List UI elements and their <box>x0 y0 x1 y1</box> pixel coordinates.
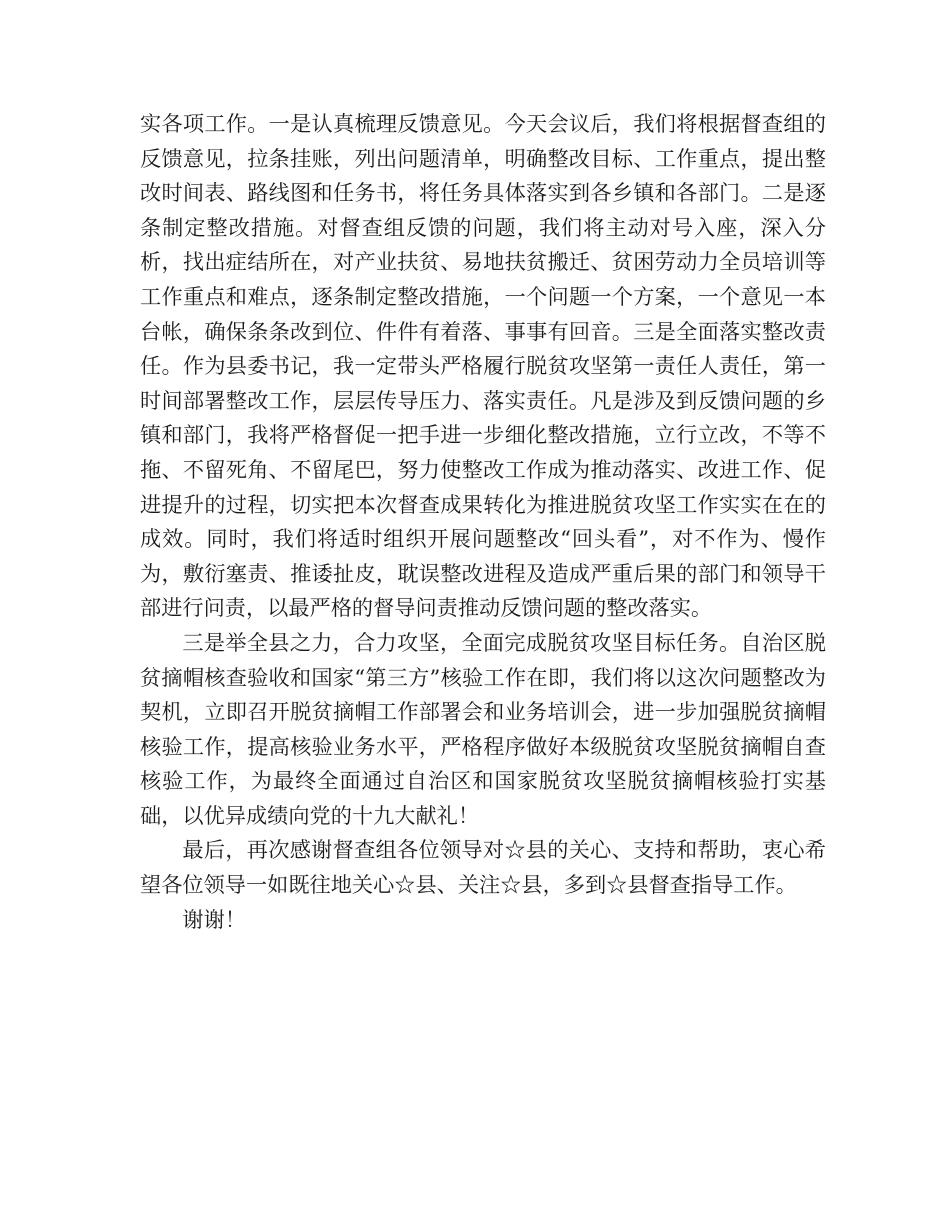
paragraph-continuation: 实各项工作。一是认真梳理反馈意见。今天会议后，我们将根据督查组的反馈意见，拉条挂账，列出问题清单，明确整改目标、工作重点，提出整改时间表、路线图和任务书，将任务具体落实到各乡镇和各部门。二是逐条制定整改措施。对督查组反馈的问题，我们将主动对号入座，深入分析，找出症结所在，对产业扶贫、易地扶贫搬迁、贫困劳动力全员培训等工作重点和难点，逐条制定整改措施，一个问题一个方案，一个意见一本台帐，确保条条改到位、件件有着落、事事有回音。三是全面落实整改责任。作为县委书记，我一定带头严格履行脱贫攻坚第一责任人责任，第一时间部署整改工作，层层传导压力、落实责任。凡是涉及到反馈问题的乡镇和部门，我将严格督促一把手进一步细化整改措施，立行立改，不等不拖、不留死角、不留尾巴，努力使整改工作成为推动落实、改进工作、促进提升的过程，切实把本次督查成果转化为推进脱贫攻坚工作实实在在的成效。同时，我们将适时组织开展问题整改“回头看”，对不作为、慢作为，敷衍塞责、推诿扯皮，耽误整改进程及造成严重后果的部门和领导干部进行问责，以最严格的督导问责推动反馈问题的整改落实。 <box>140 111 826 621</box>
paragraph-thank-you: 谢谢！ <box>182 906 246 932</box>
paragraph-closing-thanks: 最后，再次感谢督查组各位领导对☆县的关心、支持和帮助，衷心希望各位领导一如既往地关心☆县、关注☆县，多到☆县督查指导工作。 <box>140 837 826 898</box>
document-body <box>140 107 826 937</box>
paragraph-poverty-alleviation-goal: 三是举全县之力，合力攻坚，全面完成脱贫攻坚目标任务。自治区脱贫摘帽核查验收和国家“第三方”核验工作在即，我们将以这次问题整改为契机，立即召开脱贫摘帽工作部署会和业务培训会，进一步加强脱贫摘帽核验工作，提高核验业务水平，严格程序做好本级脱贫攻坚脱贫摘帽自查核验工作，为最终全面通过自治区和国家脱贫攻坚脱贫摘帽核验打实基础，以优异成绩向党的十九大献礼！ <box>140 629 826 828</box>
